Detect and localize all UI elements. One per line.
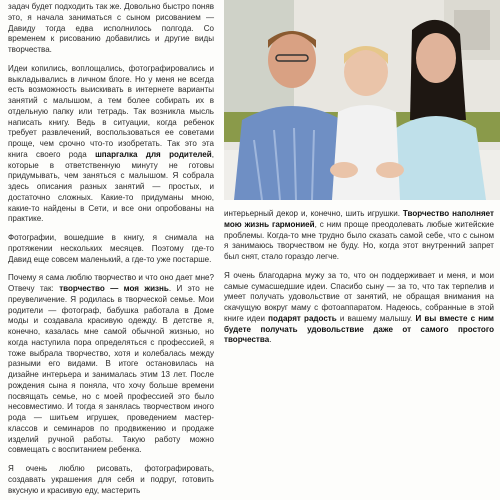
family-photo xyxy=(224,0,500,200)
right-text-column xyxy=(224,209,494,346)
bold-phrase: подарят радость xyxy=(268,313,337,323)
paragraph: задач будет подходить так же. Довольно быстро поняв это, я начала заниматься с сыном рисованием — Давиду тогда едва исполнилось полгода. Со временем к рисованию добавились и другие виды творчества. xyxy=(8,2,214,54)
paragraph: Я очень благодарна мужу за то, что он поддерживает и меня, и мои самые сумасшедшие идеи. Спасибо сыну — за то, что так терпелив и умеет получать удовольствие от занятий, не обращая внимания на скачущую вокруг маму с фотоаппаратом. Надеюсь, собранные в этой книге идеи подарят радость и вашему малышу. И вы вместе с ним будете получать удовольствие даже от самого простого творчества. xyxy=(224,270,494,345)
paragraph: Почему я сама люблю творчество и что оно дает мне? Отвечу так: творчество — моя жизнь. И это не преувеличение. Я родилась в творческой семье. Мои родители — фотограф, бабушка работала в Доме моды и создавала красивую одежду. В детстве я, конечно, казалась мне самой обычной жизнью, но когда наступила пора определяться с профессией, я тоже выбрала творчество, хотя и колебалась между разными его видами. В итоге остановилась на дизайне интерьера и занималась этим 13 лет. После рождения сына я поняла, что хочу больше времени посвящать семье, но с моей профессией это было несовместимо. И тогда я занялась творчеством иного рода — шитьем игрушек, проведением мастер-классов и семинаров по продвижению и продаже изделий ручной работы. Такую работу можно совмещать с воспитанием ребенка. xyxy=(8,273,214,455)
paragraph: Фотографии, вошедшие в книгу, я снимала на протяжении нескольких месяцев. Поэтому где-то Давид еще совсем маленький, а где-то уже постарше. xyxy=(8,233,214,264)
paragraph: интерьерный декор и, конечно, шить игрушки. Творчество наполняет мою жизнь гармонией, с ним проще преодолевать любые житейские проблемы. Когда-то мне трудно было сказать самой себе, что с сыном я занимаюсь творчеством не буду. Но, когда этот внутренний запрет был снят, стало гораздо легче. xyxy=(224,209,494,261)
bold-phrase: шпаргалка для родителей xyxy=(95,149,212,159)
paragraph: Я очень люблю рисовать, фотографировать, создавать украшения для себя и подруг, готовить вкусную и красивую еду, мастерить xyxy=(8,464,214,495)
bold-phrase: И вы вместе с ним будете получать удовольствие даже от самого простого творчества xyxy=(224,313,494,345)
bold-phrase: творчество — моя жизнь xyxy=(59,284,169,293)
bold-phrase: Творчество наполняет мою жизнь гармонией xyxy=(224,209,494,229)
paragraph: Идеи копились, воплощались, фотографировались и выкладывались в личном блоге. Но у меня не всегда есть возможность выискивать в интернете варианты занятий с малышом, а тем более собирать их в отдельную папку или тетрадь. Так возникла мысль написать книгу. Ведь в ситуации, когда ребенок требует развлечений, воспользоваться ее советами проще, чем срочно что-то изобретать. Так это эта книга своего рода шпаргалка для родителей, которые в ответственную минуту не готовы придумывать, чем заняться с малышом. Я собрала здесь описания разных занятий — простых, и достаточно сложных. Какие-то придуманы мною, какие-то найдены в Сети, и все они опробованы на практике. xyxy=(8,63,214,224)
left-text-column xyxy=(8,2,214,496)
family-photo-illustration xyxy=(224,0,500,200)
